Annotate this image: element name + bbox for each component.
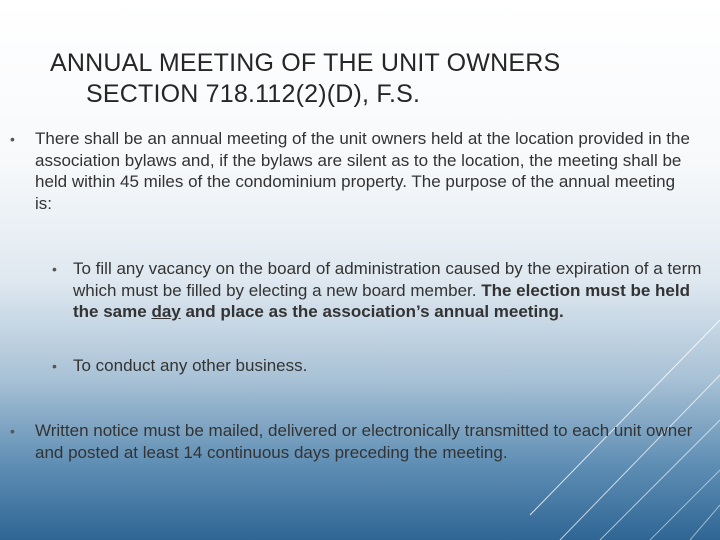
bullet-text-annual-meeting: There shall be an annual meeting of the unit owners held at the location provided in the association bylaws and, if the bylaws are silent as to the location, the meeting shall be held within 45 miles of the condominium property. The purpose of the annual meeting is: (35, 129, 690, 213)
sub-bullet-marker: • (52, 358, 57, 374)
sub-bullet-marker: • (52, 261, 57, 277)
slide-title (50, 48, 690, 110)
bullet-marker: • (10, 131, 15, 147)
fill-vacancy-text: To fill any vacancy on the board of administration caused by the expiration of a term which must be filled by electing a new board member. (73, 259, 702, 300)
title-line-1: ANNUAL MEETING OF THE UNIT OWNERS (50, 49, 561, 77)
sub-bullet-fill-vacancy (73, 258, 713, 323)
election-requirement-day: day (151, 302, 181, 321)
election-requirement-b: and place as the association’s annual meeting. (185, 302, 564, 321)
election-requirement-a: The election must be held the same (73, 280, 690, 321)
bullet-marker: • (10, 423, 15, 439)
bullet-text-written-notice: Written notice must be mailed, delivered or electronically transmitted to each unit owner and posted at least 14 continuous days preceding the meeting. (35, 421, 693, 462)
sub-bullet-other-business: To conduct any other business. (73, 356, 308, 375)
title-line-2: SECTION 718.112(2)(D), F.S. (86, 80, 421, 108)
